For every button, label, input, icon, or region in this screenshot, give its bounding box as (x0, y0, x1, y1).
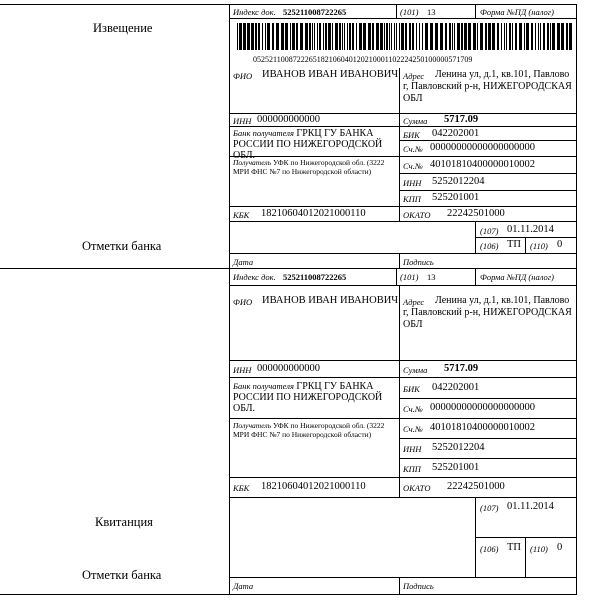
kvitantsiya-bank-marks: Отметки банка (82, 568, 162, 582)
barcode-bar (557, 23, 560, 50)
sign-label: Подпись (403, 257, 434, 267)
barcode-bar (394, 23, 395, 50)
barcode-bar (359, 23, 362, 50)
field-107-value: 01.11.2014 (507, 501, 554, 512)
barcode-bar (347, 23, 348, 50)
index-label: Индекс док. (233, 272, 276, 282)
bik-label: БИК (403, 384, 420, 394)
barcode-bar (255, 23, 257, 50)
barcode-bar (422, 23, 423, 50)
barcode-bar (473, 23, 476, 50)
recipient-block (233, 158, 397, 176)
row-line (229, 285, 576, 286)
barcode-bar (506, 23, 507, 50)
row-line (229, 206, 576, 207)
code-101-value: 13 (427, 7, 436, 17)
barcode-bar (237, 23, 238, 50)
row-line (229, 221, 576, 222)
bank-block (233, 381, 397, 414)
okato-label: ОКАТО (403, 210, 431, 220)
row-line (229, 577, 576, 578)
barcode-bar (461, 23, 463, 50)
barcode-bar (267, 23, 270, 50)
field-110-value: 0 (557, 542, 563, 553)
row-line (399, 438, 576, 439)
row-line (399, 458, 576, 459)
fio-value: ИВАНОВ ИВАН ИВАНОВИЧ (262, 69, 399, 80)
row-line (229, 497, 576, 498)
barcode-bar (569, 23, 572, 50)
address-value: Ленина ул, д.1, кв.101, Павлово г, Павловский р-н, НИЖЕГОРОДСКАЯ ОБЛ (403, 295, 572, 330)
barcode-bar (464, 23, 467, 50)
barcode-bar (497, 23, 499, 50)
barcode-bar (372, 23, 374, 50)
kpp-label: КПП (403, 194, 421, 204)
field-110-label: (110) (530, 241, 548, 251)
code-101-label: (101) (400, 272, 419, 282)
barcode-bar (300, 23, 303, 50)
field-107-label: (107) (480, 503, 499, 513)
sum-label: Сумма (403, 365, 428, 375)
barcode-bar (501, 23, 502, 50)
account1-label: Сч.№ (403, 144, 423, 154)
barcode-bar (325, 23, 327, 50)
sum-value: 5717.09 (444, 114, 479, 125)
barcode-icon (237, 23, 574, 50)
barcode-bar (384, 23, 385, 50)
kbk-label: КБК (233, 483, 250, 493)
barcode-bar (314, 23, 315, 50)
barcode-bar (412, 23, 414, 50)
date-label: Дата (233, 581, 254, 591)
recipient-inn-value: 5252012204 (432, 442, 485, 453)
field-110-value: 0 (557, 239, 563, 250)
barcode-bar (430, 23, 433, 50)
barcode-bar (258, 23, 260, 50)
section-divider (0, 268, 577, 269)
form-right-border (576, 4, 577, 594)
recipient-block (233, 421, 397, 439)
izveshchenie-bank-marks: Отметки банка (82, 239, 162, 253)
barcode-bar (409, 23, 411, 50)
sum-label: Сумма (403, 116, 428, 126)
barcode-bar (526, 23, 529, 50)
barcode-bar (391, 23, 392, 50)
bank-value: ГРКЦ ГУ БАНКА РОССИИ ПО НИЖЕГОРОДСКОЙ ОБЛ. (233, 128, 383, 161)
barcode-bar (272, 23, 274, 50)
barcode-bar (349, 23, 351, 50)
barcode-bar (538, 23, 539, 50)
barcode-bar (317, 23, 318, 50)
account2-value: 40101810400000010002 (430, 159, 535, 170)
row-line (399, 173, 576, 174)
address-label: Адрес (403, 297, 425, 307)
field-106-value: ТП (507, 542, 521, 553)
barcode-bar (543, 23, 545, 50)
col-line (399, 285, 400, 497)
barcode-bar (335, 23, 338, 50)
col-line (475, 221, 476, 253)
barcode-bar (356, 23, 357, 50)
barcode-bar (492, 23, 495, 50)
barcode-bar (262, 23, 263, 50)
izveshchenie-title: Извещение (93, 21, 153, 35)
barcode-bar (309, 23, 311, 50)
barcode-bar (485, 23, 487, 50)
bik-label: БИК (403, 130, 420, 140)
barcode-bar (452, 23, 453, 50)
barcode-bar (339, 23, 341, 50)
inn-value: 000000000000 (257, 363, 320, 374)
barcode-bar (477, 23, 478, 50)
col-line (475, 268, 476, 285)
barcode-bar (550, 23, 551, 50)
address-label: Адрес (403, 71, 425, 81)
bik-value: 042202001 (432, 382, 480, 393)
barcode-bar (515, 23, 517, 50)
col-line (396, 4, 397, 18)
row-line (229, 418, 576, 419)
index-value: 525211008722265 (283, 272, 347, 282)
field-106-label: (106) (480, 544, 499, 554)
barcode-bar (480, 23, 483, 50)
barcode-bar (416, 23, 417, 50)
barcode-bar (535, 23, 536, 50)
kpp-value: 525201001 (432, 192, 480, 203)
row-line (229, 360, 576, 361)
barcode-bar (488, 23, 491, 50)
barcode-bar (561, 23, 564, 50)
account1-value: 00000000000000000000 (430, 402, 535, 413)
okato-label: ОКАТО (403, 483, 431, 493)
barcode-bar (323, 23, 324, 50)
barcode-bar (457, 23, 460, 50)
col-line (396, 268, 397, 285)
row-line (229, 377, 576, 378)
barcode-bar (342, 23, 343, 50)
address-value: Ленина ул, д.1, кв.101, Павлово г, Павловский р-н, НИЖЕГОРОДСКАЯ ОБЛ (403, 69, 572, 104)
code-101-value: 13 (427, 272, 436, 282)
inn-label: ИНН (233, 365, 252, 375)
barcode-bar (449, 23, 451, 50)
index-label: Индекс док. (233, 7, 276, 17)
barcode-bar (524, 23, 525, 50)
barcode-bar (386, 23, 388, 50)
form-top-border (0, 4, 577, 5)
bank-value: ГРКЦ ГУ БАНКА РОССИИ ПО НИЖЕГОРОДСКОЙ ОБЛ. (233, 381, 383, 414)
bank-label: Банк получателя (233, 128, 294, 138)
barcode-bar (363, 23, 366, 50)
barcode-bar (396, 23, 397, 50)
barcode-bar (419, 23, 420, 50)
kpp-value: 525201001 (432, 462, 480, 473)
fio-label: ФИО (233, 71, 253, 81)
barcode-bar (332, 23, 333, 50)
barcode-bar (401, 23, 404, 50)
okato-value: 22242501000 (447, 208, 505, 219)
row-line (399, 398, 576, 399)
barcode-bar (243, 23, 246, 50)
recipient-value: УФК по Нижегородской обл. (3222 МРИ ФНС №7 по Нижегородской области) (233, 158, 385, 176)
barcode-bar (399, 23, 400, 50)
recipient-label: Получатель (233, 158, 272, 167)
account1-value: 00000000000000000000 (430, 142, 535, 153)
barcode-bar (512, 23, 513, 50)
kbk-label: КБК (233, 210, 250, 220)
barcode-bar (547, 23, 549, 50)
field-106-value: ТП (507, 239, 521, 250)
recipient-inn-label: ИНН (403, 178, 422, 188)
col-line (475, 497, 476, 577)
barcode-bar (319, 23, 321, 50)
inn-label: ИНН (233, 116, 252, 126)
kbk-value: 18210604012021000110 (261, 208, 366, 219)
stub-column-divider (229, 4, 230, 594)
row-line (399, 140, 576, 141)
recipient-inn-label: ИНН (403, 444, 422, 454)
col-line (525, 237, 526, 253)
index-value: 525211008722265 (283, 7, 347, 17)
form-bottom-border (0, 594, 577, 595)
fio-value: ИВАНОВ ИВАН ИВАНОВИЧ (262, 295, 399, 306)
barcode-bar (425, 23, 428, 50)
recipient-value: УФК по Нижегородской обл. (3222 МРИ ФНС №7 по Нижегородской области) (233, 421, 385, 439)
kpp-label: КПП (403, 464, 421, 474)
row-line (229, 477, 576, 478)
barcode-bar (344, 23, 345, 50)
barcode-bar (239, 23, 242, 50)
barcode-bar (540, 23, 541, 50)
code-101-label: (101) (400, 7, 419, 17)
barcode-bar (276, 23, 279, 50)
kvitantsiya-title: Квитанция (95, 515, 153, 529)
fio-label: ФИО (233, 297, 253, 307)
barcode-bar (292, 23, 295, 50)
barcode-bar (566, 23, 568, 50)
account1-label: Сч.№ (403, 404, 423, 414)
barcode-bar (285, 23, 288, 50)
barcode-bar (290, 23, 291, 50)
row-line (229, 18, 576, 19)
barcode-bar (352, 23, 354, 50)
bank-label: Банк получателя (233, 381, 294, 391)
field-107-value: 01.11.2014 (507, 224, 554, 235)
account2-value: 40101810400000010002 (430, 422, 535, 433)
barcode-bar (468, 23, 471, 50)
bik-value: 042202001 (432, 128, 480, 139)
barcode-bar (519, 23, 522, 50)
barcode-bar (454, 23, 455, 50)
form-label: Форма №ПД (налог) (480, 272, 554, 282)
field-110-label: (110) (530, 544, 548, 554)
barcode-bar (376, 23, 379, 50)
account2-label: Сч.№ (403, 424, 423, 434)
barcode-bar (435, 23, 438, 50)
col-line (399, 68, 400, 221)
okato-value: 22242501000 (447, 481, 505, 492)
form-label: Форма №ПД (налог) (480, 7, 554, 17)
barcode-bar (312, 23, 313, 50)
bank-block (233, 128, 397, 161)
barcode-bar (445, 23, 447, 50)
barcode-bar (328, 23, 331, 50)
barcode-bar (281, 23, 284, 50)
sign-label: Подпись (403, 581, 434, 591)
barcode-bar (504, 23, 505, 50)
sum-value: 5717.09 (444, 363, 479, 374)
barcode-digits: 0525211008722265182106040120210001102224250100000571709 (253, 55, 473, 64)
col-line (475, 4, 476, 18)
recipient-label: Получатель (233, 421, 272, 430)
field-107-label: (107) (480, 226, 499, 236)
row-line (229, 253, 576, 254)
barcode-bar (265, 23, 266, 50)
barcode-bar (305, 23, 308, 50)
inn-value: 000000000000 (257, 114, 320, 125)
row-line (399, 190, 576, 191)
barcode-bar (509, 23, 511, 50)
barcode-bar (405, 23, 407, 50)
date-label: Дата (233, 257, 254, 267)
barcode-bar (552, 23, 555, 50)
barcode-bar (368, 23, 371, 50)
barcode-bar (440, 23, 443, 50)
kbk-value: 18210604012021000110 (261, 481, 366, 492)
field-106-label: (106) (480, 241, 499, 251)
col-line (525, 537, 526, 577)
barcode-bar (247, 23, 250, 50)
barcode-bar (380, 23, 383, 50)
barcode-bar (296, 23, 298, 50)
barcode-bar (389, 23, 390, 50)
col-line (399, 253, 400, 268)
barcode-bar (251, 23, 254, 50)
col-line (399, 577, 400, 594)
account2-label: Сч.№ (403, 161, 423, 171)
barcode-bar (531, 23, 533, 50)
recipient-inn-value: 5252012204 (432, 176, 485, 187)
